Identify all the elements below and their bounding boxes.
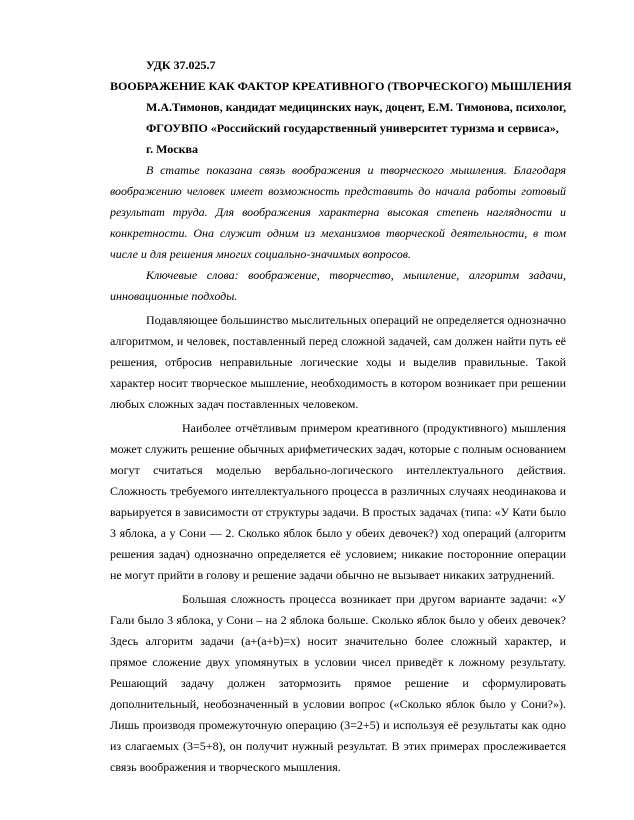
udk-code: УДК 37.025.7 — [146, 58, 216, 72]
city-line: г. Москва — [146, 142, 198, 156]
body-paragraph-1: Подавляющее большинство мыслительных операций не определяется однозначно алгоритмом, и человек, поставленный перед сложной задачей, сам должен найти путь её решения, отбросив неправильные логические ходы и выделив правильные. Такой характер носит творческое мышление, необходимость в котором возникает при решении любых сложных задач поставленных человеком. — [110, 313, 567, 411]
abstract: В статье показана связь воображения и творческого мышления. Благодаря воображению человек имеет возможность представить до начала работы готовый результат труда. Для воображения характерна высокая степень наглядности и конкретности. Она служит одним из механизмов творческой деятельности, в том числе и для решения многих социально-значимых вопросов. — [110, 163, 566, 261]
body-paragraph-2: Наиболее отчётливым примером креативного (продуктивного) мышления может служить решение обычных арифметических задач, которые с полным основанием могут считаться моделью вербально-логического интеллектуального действия. Сложность требуемого интеллектуального процесса в различных случаях неодинакова и варьируется в зависимости от структуры задачи. В простых задачах (типа: «У Кати было 3 яблока, а у Сони — 2. Сколько яблок было у обеих девочек?) ход операций (алгоритм решения задач) однозначно определяется её условием; никакие посторонние операции не могут прийти в голову и решение задачи обычно не вызывает никаких затруднений. — [110, 421, 566, 582]
authors-line: М.А.Тимонов, кандидат медицинских наук, доцент, Е.М. Тимонова, психолог, — [146, 100, 567, 114]
affiliation-line: ФГОУВПО «Российский государственный университет туризма и сервиса», — [146, 121, 559, 135]
body-paragraph-3: Большая сложность процесса возникает при другом варианте задачи: «У Гали было 3 яблока, у Сони – на 2 яблока больше. Сколько яблок было у обеих девочек? Здесь алгоритм задачи (а+(а+b)=x) носит значительно более сложный характер, и прямое сложение двух упомянутых в условии чисел приведёт к ложному результату. Решающий задачу должен затормозить прямое решение и сформулировать дополнительный, необозначенный в условии вопрос («Сколько яблок было у Сони?»). Лишь производя промежуточную операцию (3=2+5) и используя её результаты как одно из слагаемых (3=5+8), он получит нужный результат. В этих примерах прослеживается связь воображения и творческого мышления. — [110, 592, 566, 774]
keywords: Ключевые слова: воображение, творчество, мышление, алгоритм задачи, инновационные подходы. — [110, 268, 566, 303]
article-title: ВООБРАЖЕНИЕ КАК ФАКТОР КРЕАТИВНОГО (ТВОРЧЕСКОГО) МЫШЛЕНИЯ — [110, 79, 572, 93]
